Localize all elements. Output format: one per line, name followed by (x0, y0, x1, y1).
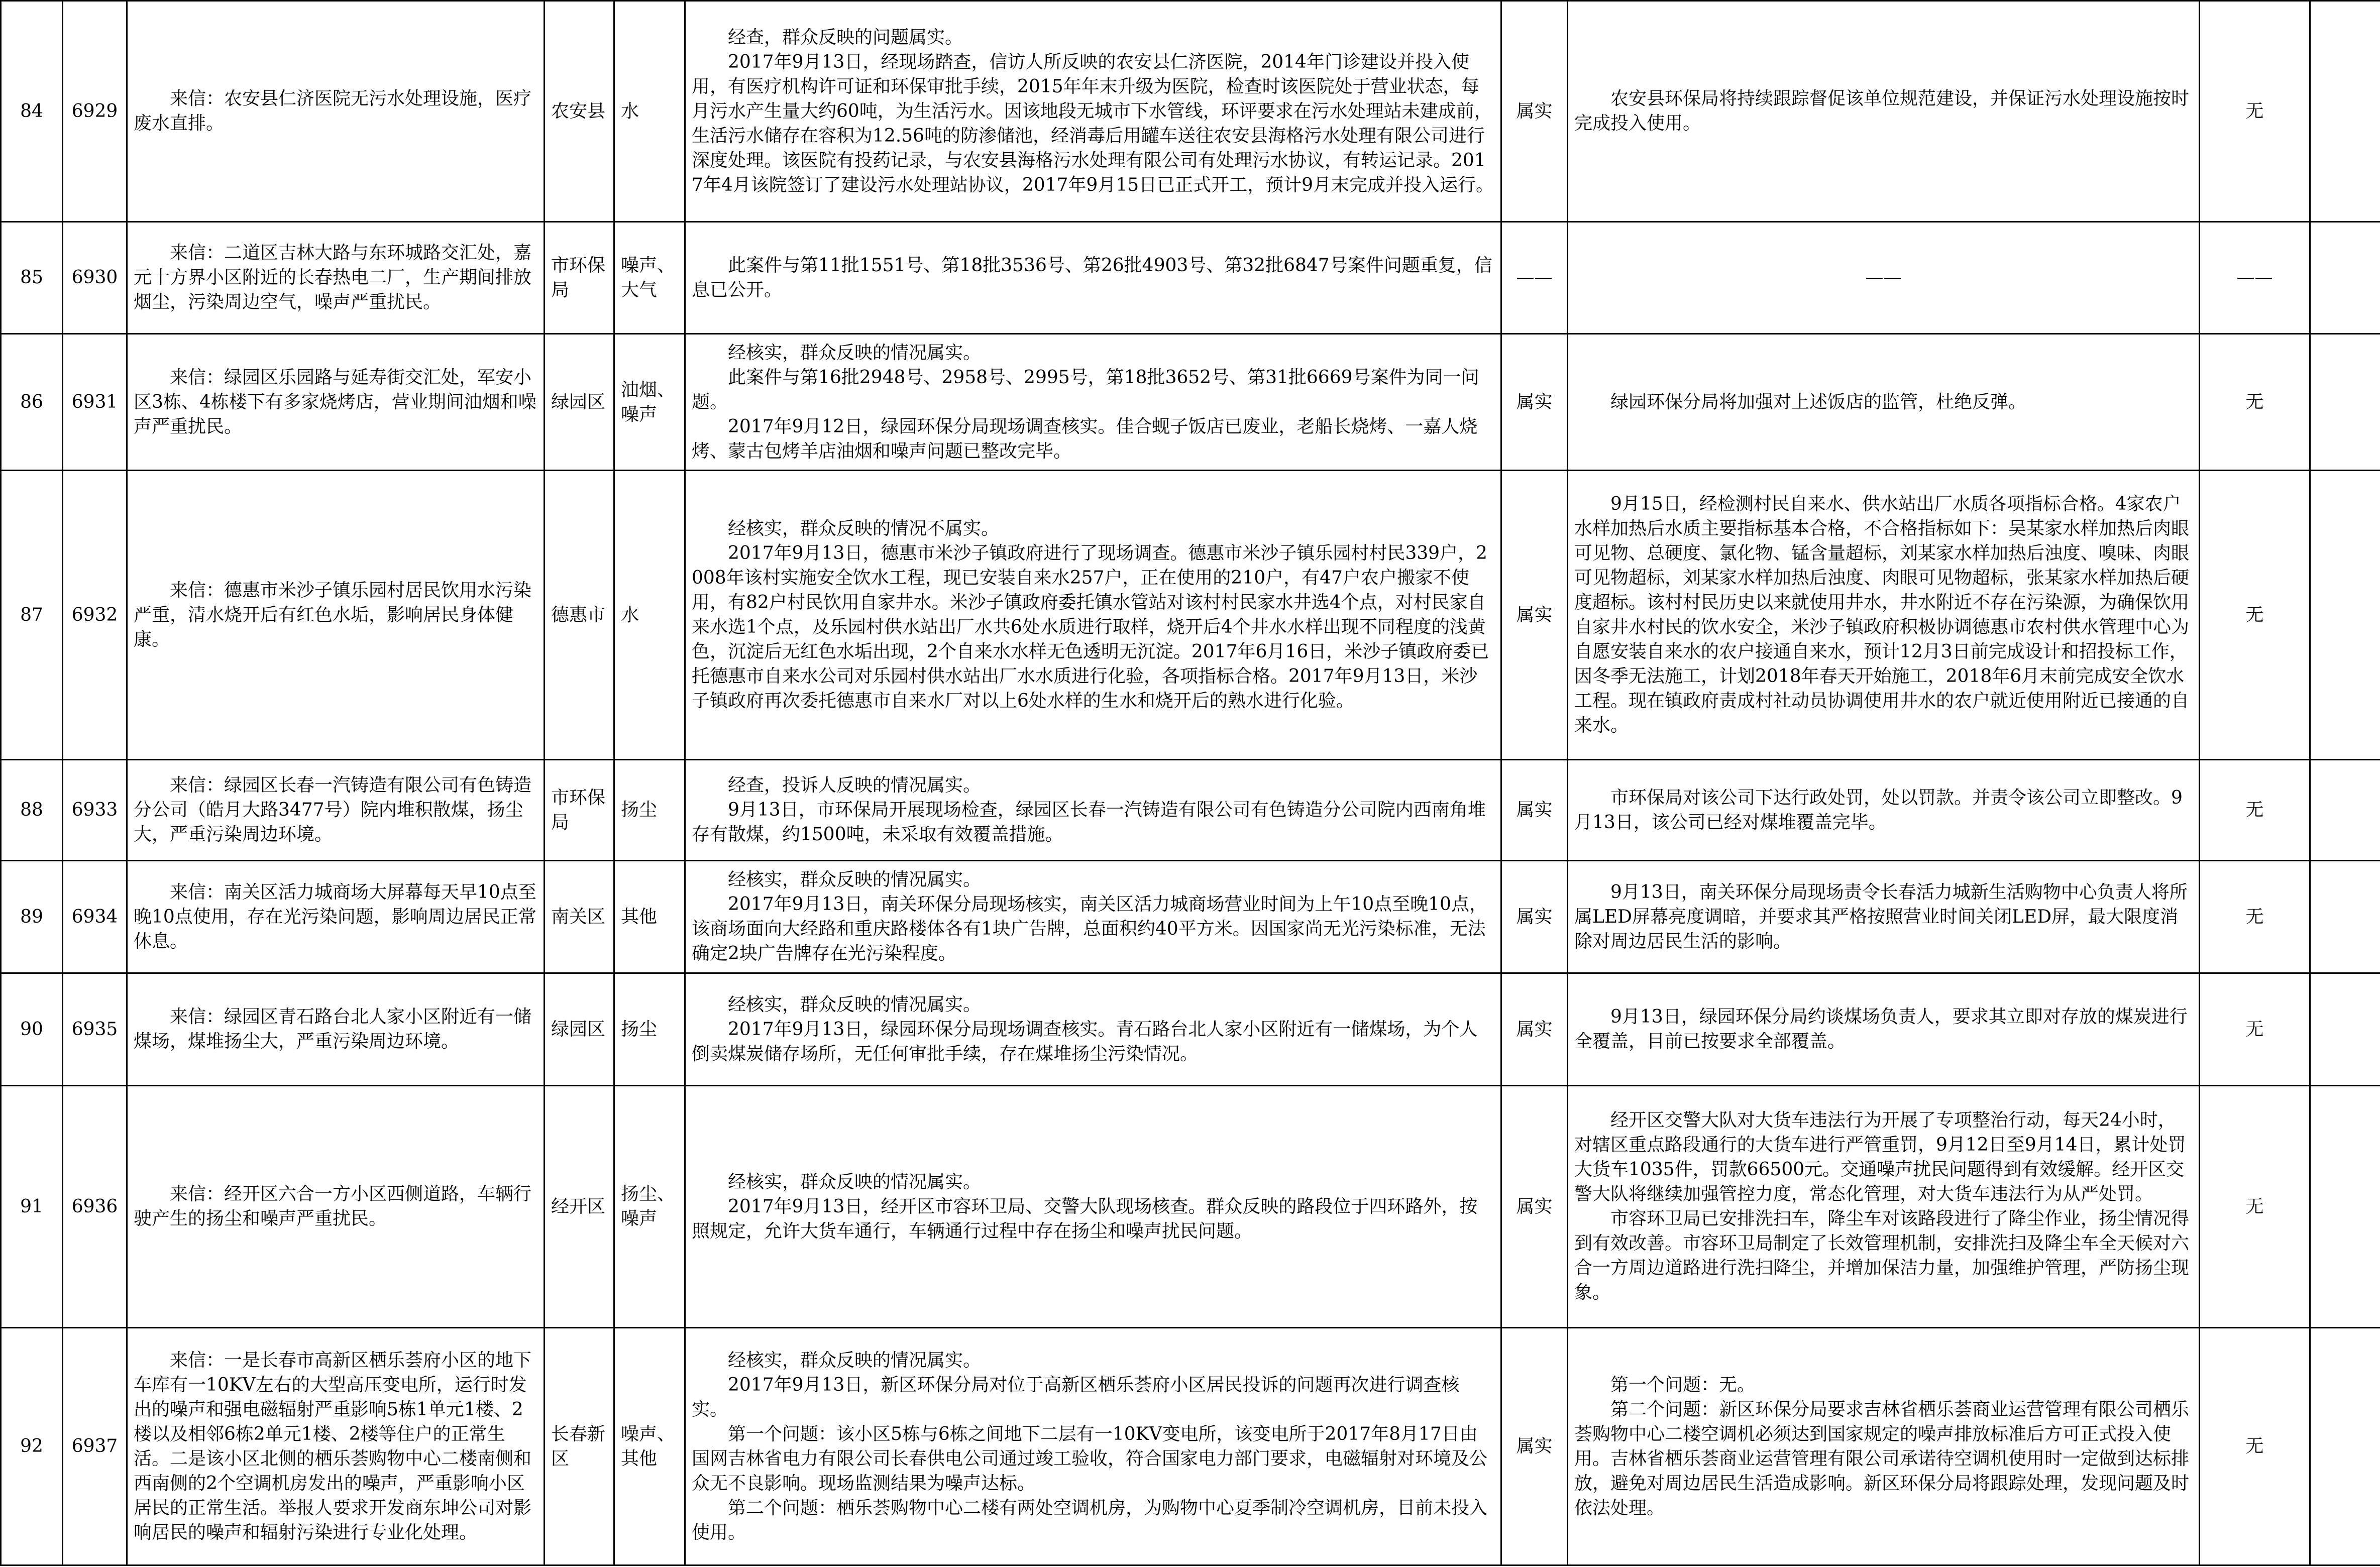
blank-cell (2310, 1327, 2380, 1565)
handling-cell (1568, 471, 2200, 760)
penalty-cell: 无 (2200, 1085, 2310, 1327)
case-id-cell: 6931 (63, 333, 127, 470)
verdict-cell: 属实 (1501, 860, 1568, 973)
investigation-cell-paragraph: 此案件与第16批2948号、2958号、2995号，第18批3652号、第31批6669号案件为同一问题。 (692, 367, 1479, 413)
handling-cell-paragraph: 市容环卫局已安排洗扫车，降尘车对该路段进行了降尘作业，扬尘情况得到有效改善。市容环卫局制定了长效管理机制，安排洗扫及降尘车全天候对六合一方周边道路进行洗扫降尘，并增加保洁力量，加强维护管理，严防扬尘现象。 (1574, 1208, 2190, 1303)
handling-cell (1568, 333, 2200, 470)
penalty-cell: 无 (2200, 759, 2310, 860)
investigation-cell-paragraph: 经核实，群众反映的情况属实。 (728, 343, 982, 364)
row-number-cell: 86 (1, 333, 63, 470)
table-row (1, 759, 2380, 860)
table-row (1, 333, 2380, 470)
verdict-cell: 属实 (1501, 1327, 1568, 1565)
blank-cell (2310, 759, 2380, 860)
investigation-cell-paragraph: 经核实，群众反映的情况不属实。 (728, 518, 1000, 539)
case-id-cell: 6933 (63, 759, 127, 860)
complaint-text: 来信：一是长春市高新区栖乐荟府小区的地下车库有一10KV左右的大型高压变电所，运行时发出的噪声和强电磁辐射严重影响5栋1单元1楼、2楼以及相邻6栋2单元1楼、2楼等住户的正常生活。二是该小区北侧的栖乐荟购物中心二楼南侧和西南侧的2个空调机房发出的噪声，严重影响小区居民的正常生活。举报人要求开发商东坤公司对影响居民的噪声和辐射污染进行专业化处理。 (134, 1350, 532, 1543)
pollution-type-cell: 其他 (614, 860, 685, 973)
investigation-cell-paragraph: 2017年9月13日，经开区市容环卫局、交警大队现场核查。群众反映的路段位于四环路外，按照规定，允许大货车通行，车辆通行过程中存在扬尘和噪声扰民问题。 (692, 1196, 1478, 1242)
investigation-cell (685, 333, 1501, 470)
verdict-cell: —— (1501, 221, 1568, 333)
complaint-cell (127, 333, 545, 470)
investigation-cell-paragraph: 经核实，群众反映的情况属实。 (728, 1171, 982, 1192)
handling-cell-paragraph: 绿园环保分局将加强对上述饭店的监管，杜绝反弹。 (1610, 392, 2027, 413)
handling-cell-paragraph: 9月15日，经检测村民自来水、供水站出厂水质各项指标合格。4家农户水样加热后水质主要指标基本合格，不合格指标如下：吴某家水样加热后肉眼可见物、总硬度、氯化物、锰含量超标，刘某家水样加热后浊度、嗅味、肉眼可见物超标，刘某家水样加热后浊度、肉眼可见物超标，张某家水样加热后硬度超标。该村村民历史以来就使用井水，井水附近不存在污染源，为确保饮用自家井水村民的饮水安全，米沙子镇政府积极协调德惠市农村供水管理中心为自愿安装自来水的农户接通自来水，预计12月3日前完成设计和招投标工作，因冬季无法施工，计划2018年春天开始施工，2018年6月末前完成安全饮水工程。现在镇政府责成村社动员协调使用井水的农户就近使用附近已接通的自来水。 (1574, 494, 2190, 736)
district-cell: 长春新区 (545, 1327, 614, 1565)
handling-cell (1568, 860, 2200, 973)
case-id-cell: 6934 (63, 860, 127, 973)
district-cell: 德惠市 (545, 471, 614, 760)
investigation-cell (685, 860, 1501, 973)
handling-cell-paragraph: 农安县环保局将持续跟踪督促该单位规范建设，并保证污水处理设施按时完成投入使用。 (1574, 88, 2190, 134)
handling-cell (1568, 973, 2200, 1085)
investigation-cell-paragraph: 经核实，群众反映的情况属实。 (728, 994, 982, 1015)
handling-cell-paragraph: 第一个问题：无。 (1610, 1374, 1756, 1395)
handling-cell-paragraph: 9月13日，绿园环保分局约谈煤场负责人，要求其立即对存放的煤炭进行全覆盖，目前已按要求全部覆盖。 (1574, 1006, 2188, 1052)
investigation-cell-paragraph: 2017年9月13日，绿园环保分局现场调查核实。青石路台北人家小区附近有一储煤场，为个人倒卖煤炭储存场所，无任何审批手续，存在煤堆扬尘污染情况。 (692, 1019, 1478, 1064)
handling-cell-paragraph: 9月13日，南关环保分局现场责令长春活力城新生活购物中心负责人将所属LED屏幕亮度调暗，并要求其严格按照营业时间关闭LED屏，最大限度消除对周边居民生活的影响。 (1574, 881, 2188, 952)
pollution-type-cell: 噪声、其他 (614, 1327, 685, 1565)
complaint-cell (127, 221, 545, 333)
investigation-cell-paragraph: 2017年9月13日，德惠市米沙子镇政府进行了现场调查。德惠市米沙子镇乐园村村民339户，2008年该村实施安全饮水工程，现已安装自来水257户，正在使用的210户，有47户农户搬家不使用，有82户村民饮用自家井水。米沙子镇政府委托镇水管站对该村村民家水井选4个点，对村民家自来水选1个点，及乐园村供水站出厂水共6处水质进行取样，烧开后4个井水水样出现不同程度的浅黄色，沉淀后无红色水垢出现，2个自来水水样无色透明无沉淀。2017年6月16日，米沙子镇政府委已托德惠市自来水公司对乐园村供水站出厂水水质进行化验，各项指标合格。2017年9月13日，米沙子镇政府再次委托德惠市自来水厂对以上6处水样的生水和烧开后的熟水进行化验。 (692, 543, 1489, 712)
verdict-cell: 属实 (1501, 471, 1568, 760)
row-number-cell: 92 (1, 1327, 63, 1565)
investigation-cell-paragraph: 经核实，群众反映的情况属实。 (728, 869, 982, 890)
blank-cell (2310, 973, 2380, 1085)
complaint-cell (127, 471, 545, 760)
table-row (1, 860, 2380, 973)
pollution-type-cell: 噪声、大气 (614, 221, 685, 333)
blank-cell (2310, 471, 2380, 760)
row-number-cell: 88 (1, 759, 63, 860)
table-row (1, 1, 2380, 222)
case-id-cell: 6935 (63, 973, 127, 1085)
blank-cell (2310, 1085, 2380, 1327)
investigation-cell-paragraph: 2017年9月13日，新区环保分局对位于高新区栖乐荟府小区居民投诉的问题再次进行调查核实。 (692, 1374, 1460, 1420)
handling-cell-paragraph: 市环保局对该公司下达行政处罚，处以罚款。并责令该公司立即整改。9月13日，该公司已经对煤堆覆盖完毕。 (1574, 787, 2183, 833)
complaint-cell (127, 1327, 545, 1565)
investigation-cell-paragraph: 经查，投诉人反映的情况属实。 (728, 775, 982, 796)
district-cell: 农安县 (545, 1, 614, 222)
complaint-cell (127, 860, 545, 973)
row-number-cell: 85 (1, 221, 63, 333)
handling-cell-paragraph: —— (1865, 267, 1902, 288)
row-number-cell: 87 (1, 471, 63, 760)
case-id-cell: 6929 (63, 1, 127, 222)
pollution-type-cell: 扬尘 (614, 973, 685, 1085)
table-row (1, 471, 2380, 760)
investigation-cell (685, 1, 1501, 222)
handling-cell-paragraph: 经开区交警大队对大货车违法行为开展了专项整治行动，每天24小时，对辖区重点路段通行的大货车进行严管重罚，9月12日至9月14日，累计处罚大货车1035件，罚款66500元。交通噪声扰民问题得到有效缓解。经开区交警大队将继续加强管控力度，常态化管理，对大货车违法行为从严处罚。 (1574, 1110, 2186, 1205)
pollution-type-cell: 油烟、噪声 (614, 333, 685, 470)
blank-cell (2310, 221, 2380, 333)
row-number-cell: 84 (1, 1, 63, 222)
investigation-cell (685, 1327, 1501, 1565)
complaint-text: 来信：绿园区青石路台北人家小区附近有一储煤场，煤堆扬尘大，严重污染周边环境。 (134, 1006, 532, 1052)
verdict-cell: 属实 (1501, 759, 1568, 860)
complaint-cell (127, 1085, 545, 1327)
complaint-text: 来信：南关区活力城商场大屏幕每天早10点至晚10点使用，存在光污染问题，影响周边居民正常休息。 (134, 881, 536, 952)
penalty-cell: —— (2200, 221, 2310, 333)
pollution-type-cell: 水 (614, 471, 685, 760)
district-cell: 市环保局 (545, 221, 614, 333)
complaint-text: 来信：绿园区乐园路与延寿街交汇处，军安小区3栋、4栋楼下有多家烧烤店，营业期间油烟和噪声严重扰民。 (134, 367, 536, 437)
district-cell: 绿园区 (545, 973, 614, 1085)
investigation-cell-paragraph: 此案件与第11批1551号、第18批3536号、第26批4903号、第32批6847号案件问题重复，信息已公开。 (692, 255, 1492, 300)
penalty-cell: 无 (2200, 333, 2310, 470)
complaint-text: 来信：绿园区长春一汽铸造有限公司有色铸造分公司（皓月大路3477号）院内堆积散煤，扬尘大，严重污染周边环境。 (134, 775, 532, 845)
complaint-text: 来信：德惠市米沙子镇乐园村居民饮用水污染严重，清水烧开后有红色水垢，影响居民身体健康。 (134, 580, 532, 650)
table-row (1, 1085, 2380, 1327)
complaint-text: 来信：经开区六合一方小区西侧道路，车辆行驶产生的扬尘和噪声严重扰民。 (134, 1184, 532, 1229)
blank-cell (2310, 333, 2380, 470)
case-id-cell: 6936 (63, 1085, 127, 1327)
investigation-cell (685, 973, 1501, 1085)
penalty-cell: 无 (2200, 1327, 2310, 1565)
handling-cell (1568, 221, 2200, 333)
blank-cell (2310, 1, 2380, 222)
investigation-cell (685, 1085, 1501, 1327)
investigation-cell-paragraph: 2017年9月13日，南关环保分局现场核实，南关区活力城商场营业时间为上午10点至晚10点，该商场面向大经路和重庆路楼体各有1块广告牌，总面积约40平方米。因国家尚无光污染标准，无法确定2块广告牌存在光污染程度。 (692, 894, 1487, 964)
investigation-cell (685, 471, 1501, 760)
investigation-cell (685, 221, 1501, 333)
investigation-cell-paragraph: 第一个问题：该小区5栋与6栋之间地下二层有一10KV变电所，该变电所于2017年8月17日由国网吉林省电力有限公司长春供电公司通过竣工验收，符合国家电力部门要求，电磁辐射对环境及公众无不良影响。现场监测结果为噪声达标。 (692, 1423, 1488, 1494)
verdict-cell: 属实 (1501, 333, 1568, 470)
table-row (1, 221, 2380, 333)
table-row (1, 973, 2380, 1085)
penalty-cell: 无 (2200, 471, 2310, 760)
row-number-cell: 90 (1, 973, 63, 1085)
district-cell: 南关区 (545, 860, 614, 973)
verdict-cell: 属实 (1501, 1, 1568, 222)
investigation-cell-paragraph: 经核实，群众反映的情况属实。 (728, 1350, 982, 1371)
district-cell: 市环保局 (545, 759, 614, 860)
penalty-cell: 无 (2200, 860, 2310, 973)
row-number-cell: 91 (1, 1085, 63, 1327)
handling-cell (1568, 759, 2200, 860)
complaint-cell (127, 1, 545, 222)
verdict-cell: 属实 (1501, 1085, 1568, 1327)
penalty-cell: 无 (2200, 973, 2310, 1085)
district-cell: 绿园区 (545, 333, 614, 470)
verdict-cell: 属实 (1501, 973, 1568, 1085)
case-id-cell: 6932 (63, 471, 127, 760)
handling-cell (1568, 1085, 2200, 1327)
investigation-cell-paragraph: 2017年9月13日，经现场踏查，信访人所反映的农安县仁济医院，2014年门诊建设并投入使用，有医疗机构许可证和环保审批手续，2015年年末升级为医院，检查时该医院处于营业状态，每月污水产生量大约60吨，为生活污水。因该地段无城市下水管线，环评要求在污水处理站未建成前，生活污水储存在容积为12.56吨的防渗储池，经消毒后用罐车送往农安县海格污水处理有限公司进行深度处理。该医院有投药记录，与农安县海格污水处理有限公司有处理污水协议，有转运记录。2017年4月该院签订了建设污水处理站协议，2017年9月15日已正式开工，预计9月末完成并投入运行。 (692, 51, 1494, 195)
investigation-cell-paragraph: 经查，群众反映的问题属实。 (728, 27, 963, 48)
investigation-cell-paragraph: 9月13日，市环保局开展现场检查，绿园区长春一汽铸造有限公司有色铸造分公司院内西南角堆存有散煤，约1500吨，未采取有效覆盖措施。 (692, 800, 1486, 845)
complaint-text: 来信：二道区吉林大路与东环城路交汇处，嘉元十方界小区附近的长春热电二厂，生产期间排放烟尘，污染周边空气，噪声严重扰民。 (134, 243, 532, 313)
case-id-cell: 6930 (63, 221, 127, 333)
handling-cell (1568, 1327, 2200, 1565)
row-number-cell: 89 (1, 860, 63, 973)
complaint-text: 来信：农安县仁济医院无污水处理设施，医疗废水直排。 (134, 88, 532, 134)
case-id-cell: 6937 (63, 1327, 127, 1565)
blank-cell (2310, 860, 2380, 973)
pollution-type-cell: 扬尘 (614, 759, 685, 860)
pollution-type-cell: 扬尘、噪声 (614, 1085, 685, 1327)
investigation-cell-paragraph: 2017年9月12日，绿园环保分局现场调查核实。佳合蚬子饭店已废业，老船长烧烤、一嘉人烧烤、蒙古包烤羊店油烟和噪声问题已整改完毕。 (692, 416, 1478, 462)
penalty-cell: 无 (2200, 1, 2310, 222)
investigation-cell (685, 759, 1501, 860)
district-cell: 经开区 (545, 1085, 614, 1327)
handling-cell (1568, 1, 2200, 222)
table-row (1, 1327, 2380, 1565)
complaint-cell (127, 759, 545, 860)
handling-cell-paragraph: 第二个问题：新区环保分局要求吉林省栖乐荟商业运营管理有限公司栖乐荟购物中心二楼空调机必须达到国家规定的噪声排放标准后方可正式投入使用。吉林省栖乐荟商业运营管理有限公司承诺待空调机使用时一定做到达标排放，避免对周边居民生活造成影响。新区环保分局将跟踪处理，发现问题及时依法处理。 (1574, 1399, 2190, 1518)
table-body (1, 1, 2380, 1565)
complaint-cell (127, 973, 545, 1085)
investigation-cell-paragraph: 第二个问题：栖乐荟购物中心二楼有两处空调机房，为购物中心夏季制冷空调机房，目前未投入使用。 (692, 1497, 1488, 1543)
pollution-type-cell: 水 (614, 1, 685, 222)
